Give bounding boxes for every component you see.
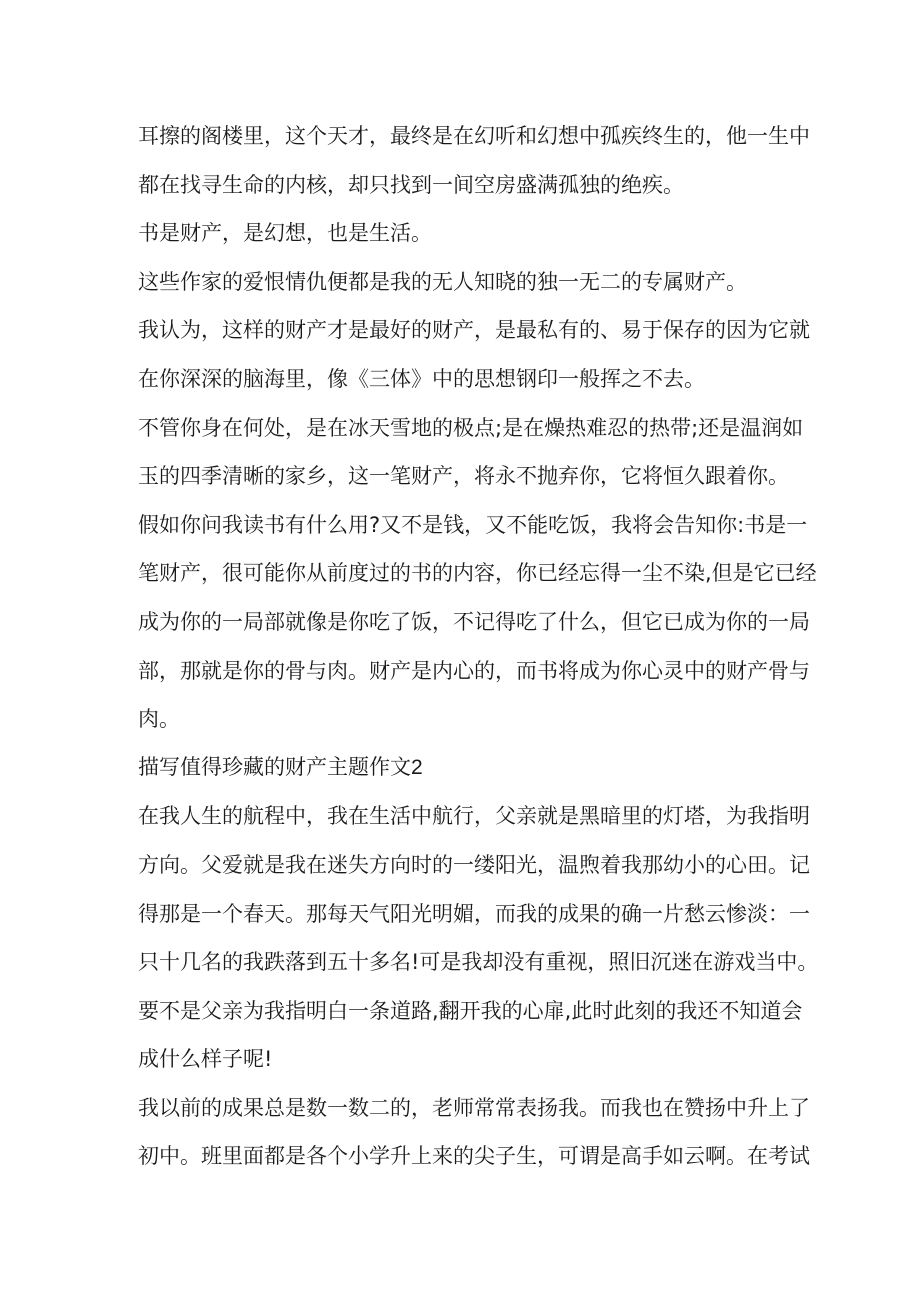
text-line: 初中。班里面都是各个小学升上来的尖子生，可谓是高手如云啊。在考试 — [138, 1144, 810, 1169]
text-line: 我以前的成果总是数一数二的，老师常常表扬我。而我也在赞扬中升上了 — [138, 1095, 810, 1120]
text-line: 成什么样子呢! — [138, 1047, 273, 1072]
text-line: 方向。父爱就是我在迷失方向时的一缕阳光，温煦着我那幼小的心田。记 — [138, 852, 810, 877]
section-heading: 描写值得珍藏的财产主题作文2 — [138, 755, 423, 779]
text-line: 耳擦的阁楼里，这个天才，最终是在幻听和幻想中孤疾终生的，他一生中 — [138, 124, 810, 148]
text-line: 要不是父亲为我指明白一条道路,翻开我的心扉,此时此刻的我还不知道会 — [138, 998, 803, 1023]
text-line: 成为你的一局部就像是你吃了饭，不记得吃了什么，但它已成为你的一局 — [138, 609, 810, 634]
text-line: 书是财产，是幻想，也是生活。 — [138, 221, 432, 246]
text-line: 得那是一个春天。那每天气阳光明媚，而我的成果的确一片愁云惨淡：一 — [138, 901, 810, 926]
text-line: 只十几名的我跌落到五十多名!可是我却没有重视，照旧沉迷在游戏当中。 — [138, 950, 819, 975]
text-line: 玉的四季清晰的家乡，这一笔财产，将永不抛弃你，它将恒久跟着你。 — [138, 464, 789, 489]
text-line: 不管你身在何处，是在冰天雪地的极点;是在燥热难忍的热带;还是温润如 — [138, 415, 804, 440]
text-line: 假如你问我读书有什么用?又不是钱，又不能吃饭，我将会告知你:书是一 — [138, 512, 808, 537]
text-line: 都在找寻生命的内核，却只找到一间空房盛满孤独的绝疾。 — [138, 172, 684, 197]
text-line: 在我人生的航程中，我在生活中航行，父亲就是黑暗里的灯塔，为我指明 — [138, 804, 810, 829]
text-line: 肉。 — [138, 707, 180, 732]
text-line: 部，那就是你的骨与肉。财产是内心的，而书将成为你心灵中的财产骨与 — [138, 658, 810, 683]
text-line: 在你深深的脑海里，像《三体》中的思想钢印一般挥之不去。 — [138, 366, 705, 391]
text-line: 笔财产，很可能你从前度过的书的内容，你已经忘得一尘不染,但是它已经 — [138, 561, 817, 586]
text-line: 我认为，这样的财产才是最好的财产，是最私有的、易于保存的因为它就 — [138, 318, 810, 343]
essay-text — [138, 112, 819, 1181]
text-line: 这些作家的爱恨情仇便都是我的无人知晓的独一无二的专属财产。 — [138, 269, 747, 294]
